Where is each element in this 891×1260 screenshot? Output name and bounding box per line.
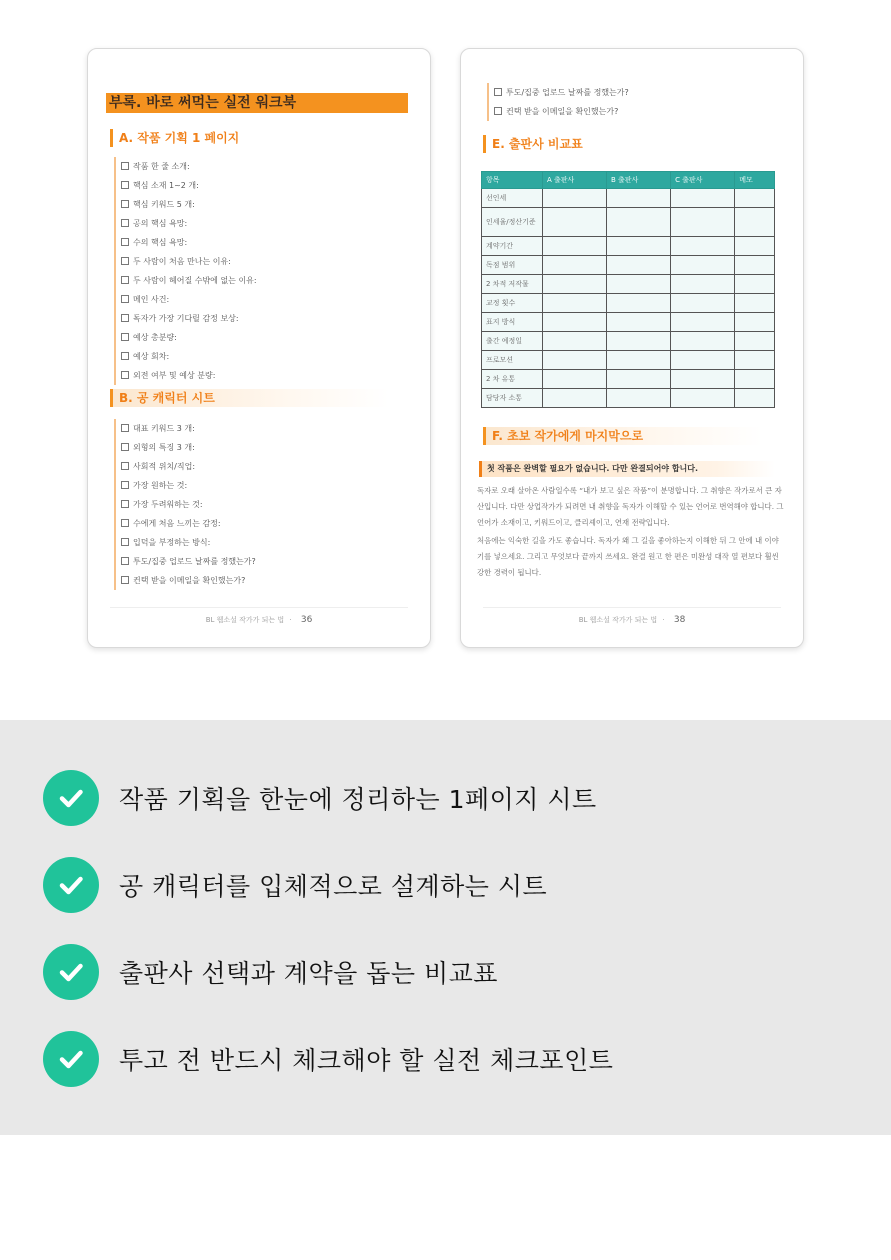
row-label: 2 차 유통 [482, 370, 543, 389]
table-cell[interactable] [543, 370, 607, 389]
table-row [482, 370, 775, 389]
feature-text: 작품 기획을 한눈에 정리하는 1페이지 시트 [119, 785, 597, 814]
table-cell[interactable] [607, 351, 671, 370]
checklist-item: 컨택 받을 이메일을 확인했는가? [114, 571, 406, 590]
row-label: 담당자 소통 [482, 389, 543, 408]
row-label: 표지 방식 [482, 313, 543, 332]
row-label: 출간 예정일 [482, 332, 543, 351]
table-cell[interactable] [735, 389, 775, 408]
table-row [482, 389, 775, 408]
table-cell[interactable] [543, 313, 607, 332]
table-header: C 출판사 [671, 172, 735, 189]
table-cell[interactable] [671, 256, 735, 275]
table-row [482, 275, 775, 294]
row-label: 독점 범위 [482, 256, 543, 275]
feature-text: 투고 전 반드시 체크해야 할 실전 체크포인트 [119, 1046, 614, 1075]
footer-divider [110, 607, 408, 608]
check-circle-icon [43, 1031, 99, 1087]
row-label: 2 차적 저작물 [482, 275, 543, 294]
table-cell[interactable] [671, 275, 735, 294]
section-a-heading: A. 작품 기획 1 페이지 [110, 129, 239, 147]
table-cell[interactable] [671, 351, 735, 370]
footer-book-title: BL 웹소설 작가가 되는 법 [205, 616, 285, 624]
checklist-item: 수에게 처음 느끼는 감정: [114, 514, 406, 533]
checklist-item: 수의 핵심 욕망: [114, 233, 406, 252]
checklist-item: 투도/집중 업로드 날짜를 정했는가? [114, 552, 406, 571]
checkbox-icon [121, 238, 129, 246]
table-cell[interactable] [735, 189, 775, 208]
table-cell[interactable] [543, 237, 607, 256]
table-row [482, 256, 775, 275]
table-cell[interactable] [543, 332, 607, 351]
table-cell[interactable] [607, 189, 671, 208]
checklist-item: 예상 총분량: [114, 328, 406, 347]
checklist-item: 입덕을 부정하는 방식: [114, 533, 406, 552]
table-cell[interactable] [607, 208, 671, 237]
feature-item [43, 944, 498, 1000]
table-cell[interactable] [607, 332, 671, 351]
workbook-page-right [460, 48, 804, 648]
table-cell[interactable] [671, 332, 735, 351]
footer-divider [483, 607, 781, 608]
table-header: 항목 [482, 172, 543, 189]
table-cell[interactable] [735, 237, 775, 256]
checkbox-icon [121, 443, 129, 451]
row-label: 프로모션 [482, 351, 543, 370]
row-label: 교정 횟수 [482, 294, 543, 313]
table-cell[interactable] [607, 294, 671, 313]
table-cell[interactable] [607, 237, 671, 256]
checkbox-icon [121, 257, 129, 265]
table-row [482, 294, 775, 313]
checkbox-icon [121, 219, 129, 227]
check-circle-icon [43, 770, 99, 826]
checkbox-icon [121, 181, 129, 189]
workbook-page-left [87, 48, 431, 648]
table-cell[interactable] [607, 256, 671, 275]
table-cell[interactable] [671, 237, 735, 256]
table-cell[interactable] [543, 275, 607, 294]
footer-book-title: BL 웹소설 작가가 되는 법 [578, 616, 658, 624]
checkbox-icon [121, 557, 129, 565]
checklist-item: 공의 핵심 욕망: [114, 214, 406, 233]
checkbox-icon [121, 576, 129, 584]
table-cell[interactable] [607, 275, 671, 294]
checklist-item: 대표 키워드 3 개: [114, 419, 406, 438]
table-cell[interactable] [671, 313, 735, 332]
table-row [482, 189, 775, 208]
table-cell[interactable] [607, 389, 671, 408]
checklist-item: 컨택 받을 이메일을 확인했는가? [487, 102, 779, 121]
table-cell[interactable] [607, 370, 671, 389]
publisher-comparison-table [481, 171, 775, 408]
table-header: B 출판사 [607, 172, 671, 189]
table-cell[interactable] [671, 208, 735, 237]
checklist-item: 투도/집중 업로드 날짜를 정했는가? [487, 83, 779, 102]
table-header-row [482, 172, 775, 189]
table-cell[interactable] [735, 275, 775, 294]
page-number: 38 [673, 615, 686, 625]
table-header: 메모 [735, 172, 775, 189]
checkbox-icon [121, 538, 129, 546]
table-cell[interactable] [543, 189, 607, 208]
table-header: A 출판사 [543, 172, 607, 189]
checklist-item: 두 사람이 처음 만나는 이유: [114, 252, 406, 271]
table-cell[interactable] [671, 189, 735, 208]
table-row [482, 208, 775, 237]
page-number: 36 [300, 615, 313, 625]
body-paragraph: 독자로 오래 살아온 사람일수록 “내가 보고 싶은 작품”이 분명합니다. 그 취향은 작가로서 큰 자산입니다. 다만 상업작가가 되려면 내 취향을 독자가 이해할 수 있는 언어로 번역해야 합니다. 그 언어가 소재이고, 키워드이고, 클리셰이고, 연재 전략입니다. [477, 486, 784, 527]
checklist-item: 핵심 키워드 5 개: [114, 195, 406, 214]
table-cell[interactable] [735, 351, 775, 370]
table-row [482, 351, 775, 370]
table-cell[interactable] [543, 256, 607, 275]
checklist-item: 핵심 소재 1~2 개: [114, 176, 406, 195]
checkbox-icon [121, 352, 129, 360]
checklist-item: 두 사람이 헤어질 수밖에 없는 이유: [114, 271, 406, 290]
checkbox-icon [121, 462, 129, 470]
check-circle-icon [43, 857, 99, 913]
checkbox-icon [121, 371, 129, 379]
table-cell[interactable] [543, 351, 607, 370]
body-paragraph: 처음에는 익숙한 길을 가도 좋습니다. 독자가 왜 그 길을 좋아하는지 이해한 뒤 그 안에 내 이야기를 넣으세요. 그리고 무엇보다 끝까지 쓰세요. 완결 원고 한 편은 미완성 대작 열 편보다 훨씬 강한 경력이 됩니다. [477, 536, 779, 577]
checklist-item: 사회적 위치/직업: [114, 457, 406, 476]
table-cell[interactable] [671, 389, 735, 408]
checkbox-icon [121, 295, 129, 303]
checkbox-icon [121, 200, 129, 208]
feature-item [43, 770, 597, 826]
page-footer: BL 웹소설 작가가 되는 법 · 38 [578, 615, 686, 625]
table-cell[interactable] [671, 370, 735, 389]
row-label: 선인세 [482, 189, 543, 208]
checkbox-icon [121, 162, 129, 170]
feature-text: 출판사 선택과 계약을 돕는 비교표 [119, 959, 498, 988]
checklist-item: 독자가 가장 기다릴 감정 보상: [114, 309, 406, 328]
checkbox-icon [121, 333, 129, 341]
checkbox-icon [121, 500, 129, 508]
page-footer: BL 웹소설 작가가 되는 법 · 36 [205, 615, 313, 625]
checklist-item: 작품 한 줄 소개: [114, 157, 406, 176]
section-e-heading: E. 출판사 비교표 [483, 135, 583, 153]
checkbox-icon [121, 314, 129, 322]
feature-text: 공 캐릭터를 입체적으로 설계하는 시트 [119, 872, 548, 901]
checkbox-icon [121, 519, 129, 527]
table-cell[interactable] [543, 389, 607, 408]
feature-item [43, 1031, 613, 1087]
checkbox-icon [121, 276, 129, 284]
section-b-checklist [114, 419, 406, 590]
feature-item [43, 857, 547, 913]
table-cell[interactable] [735, 370, 775, 389]
check-circle-icon [43, 944, 99, 1000]
table-row [482, 332, 775, 351]
checklist-item: 메인 사건: [114, 290, 406, 309]
row-label: 인세율/정산기준 [482, 208, 543, 237]
table-cell[interactable] [735, 208, 775, 237]
appendix-title: 부록. 바로 써먹는 실전 워크북 [106, 93, 408, 113]
checklist-item: 외형의 특징 3 개: [114, 438, 406, 457]
table-row [482, 313, 775, 332]
checkbox-icon [121, 481, 129, 489]
table-cell[interactable] [735, 256, 775, 275]
section-b-heading: B. 공 캐릭터 시트 [110, 389, 389, 407]
table-cell[interactable] [543, 294, 607, 313]
highlight-quote: 첫 작품은 완벽할 필요가 없습니다. 다만 완결되어야 합니다. [479, 461, 775, 477]
section-a-checklist [114, 157, 406, 385]
table-cell[interactable] [671, 294, 735, 313]
checkbox-icon [121, 424, 129, 432]
checklist-item: 가장 두려워하는 것: [114, 495, 406, 514]
checkbox-icon [494, 107, 502, 115]
table-cell[interactable] [735, 332, 775, 351]
table-cell[interactable] [543, 208, 607, 237]
table-row [482, 237, 775, 256]
table-cell[interactable] [607, 313, 671, 332]
table-cell[interactable] [735, 294, 775, 313]
checkbox-icon [494, 88, 502, 96]
continued-checklist [487, 83, 779, 121]
checklist-item: 외전 여부 및 예상 분량: [114, 366, 406, 385]
checklist-item: 가장 원하는 것: [114, 476, 406, 495]
section-f-heading: F. 초보 작가에게 마지막으로 [483, 427, 762, 445]
row-label: 계약기간 [482, 237, 543, 256]
checklist-item: 예상 회차: [114, 347, 406, 366]
table-cell[interactable] [735, 313, 775, 332]
